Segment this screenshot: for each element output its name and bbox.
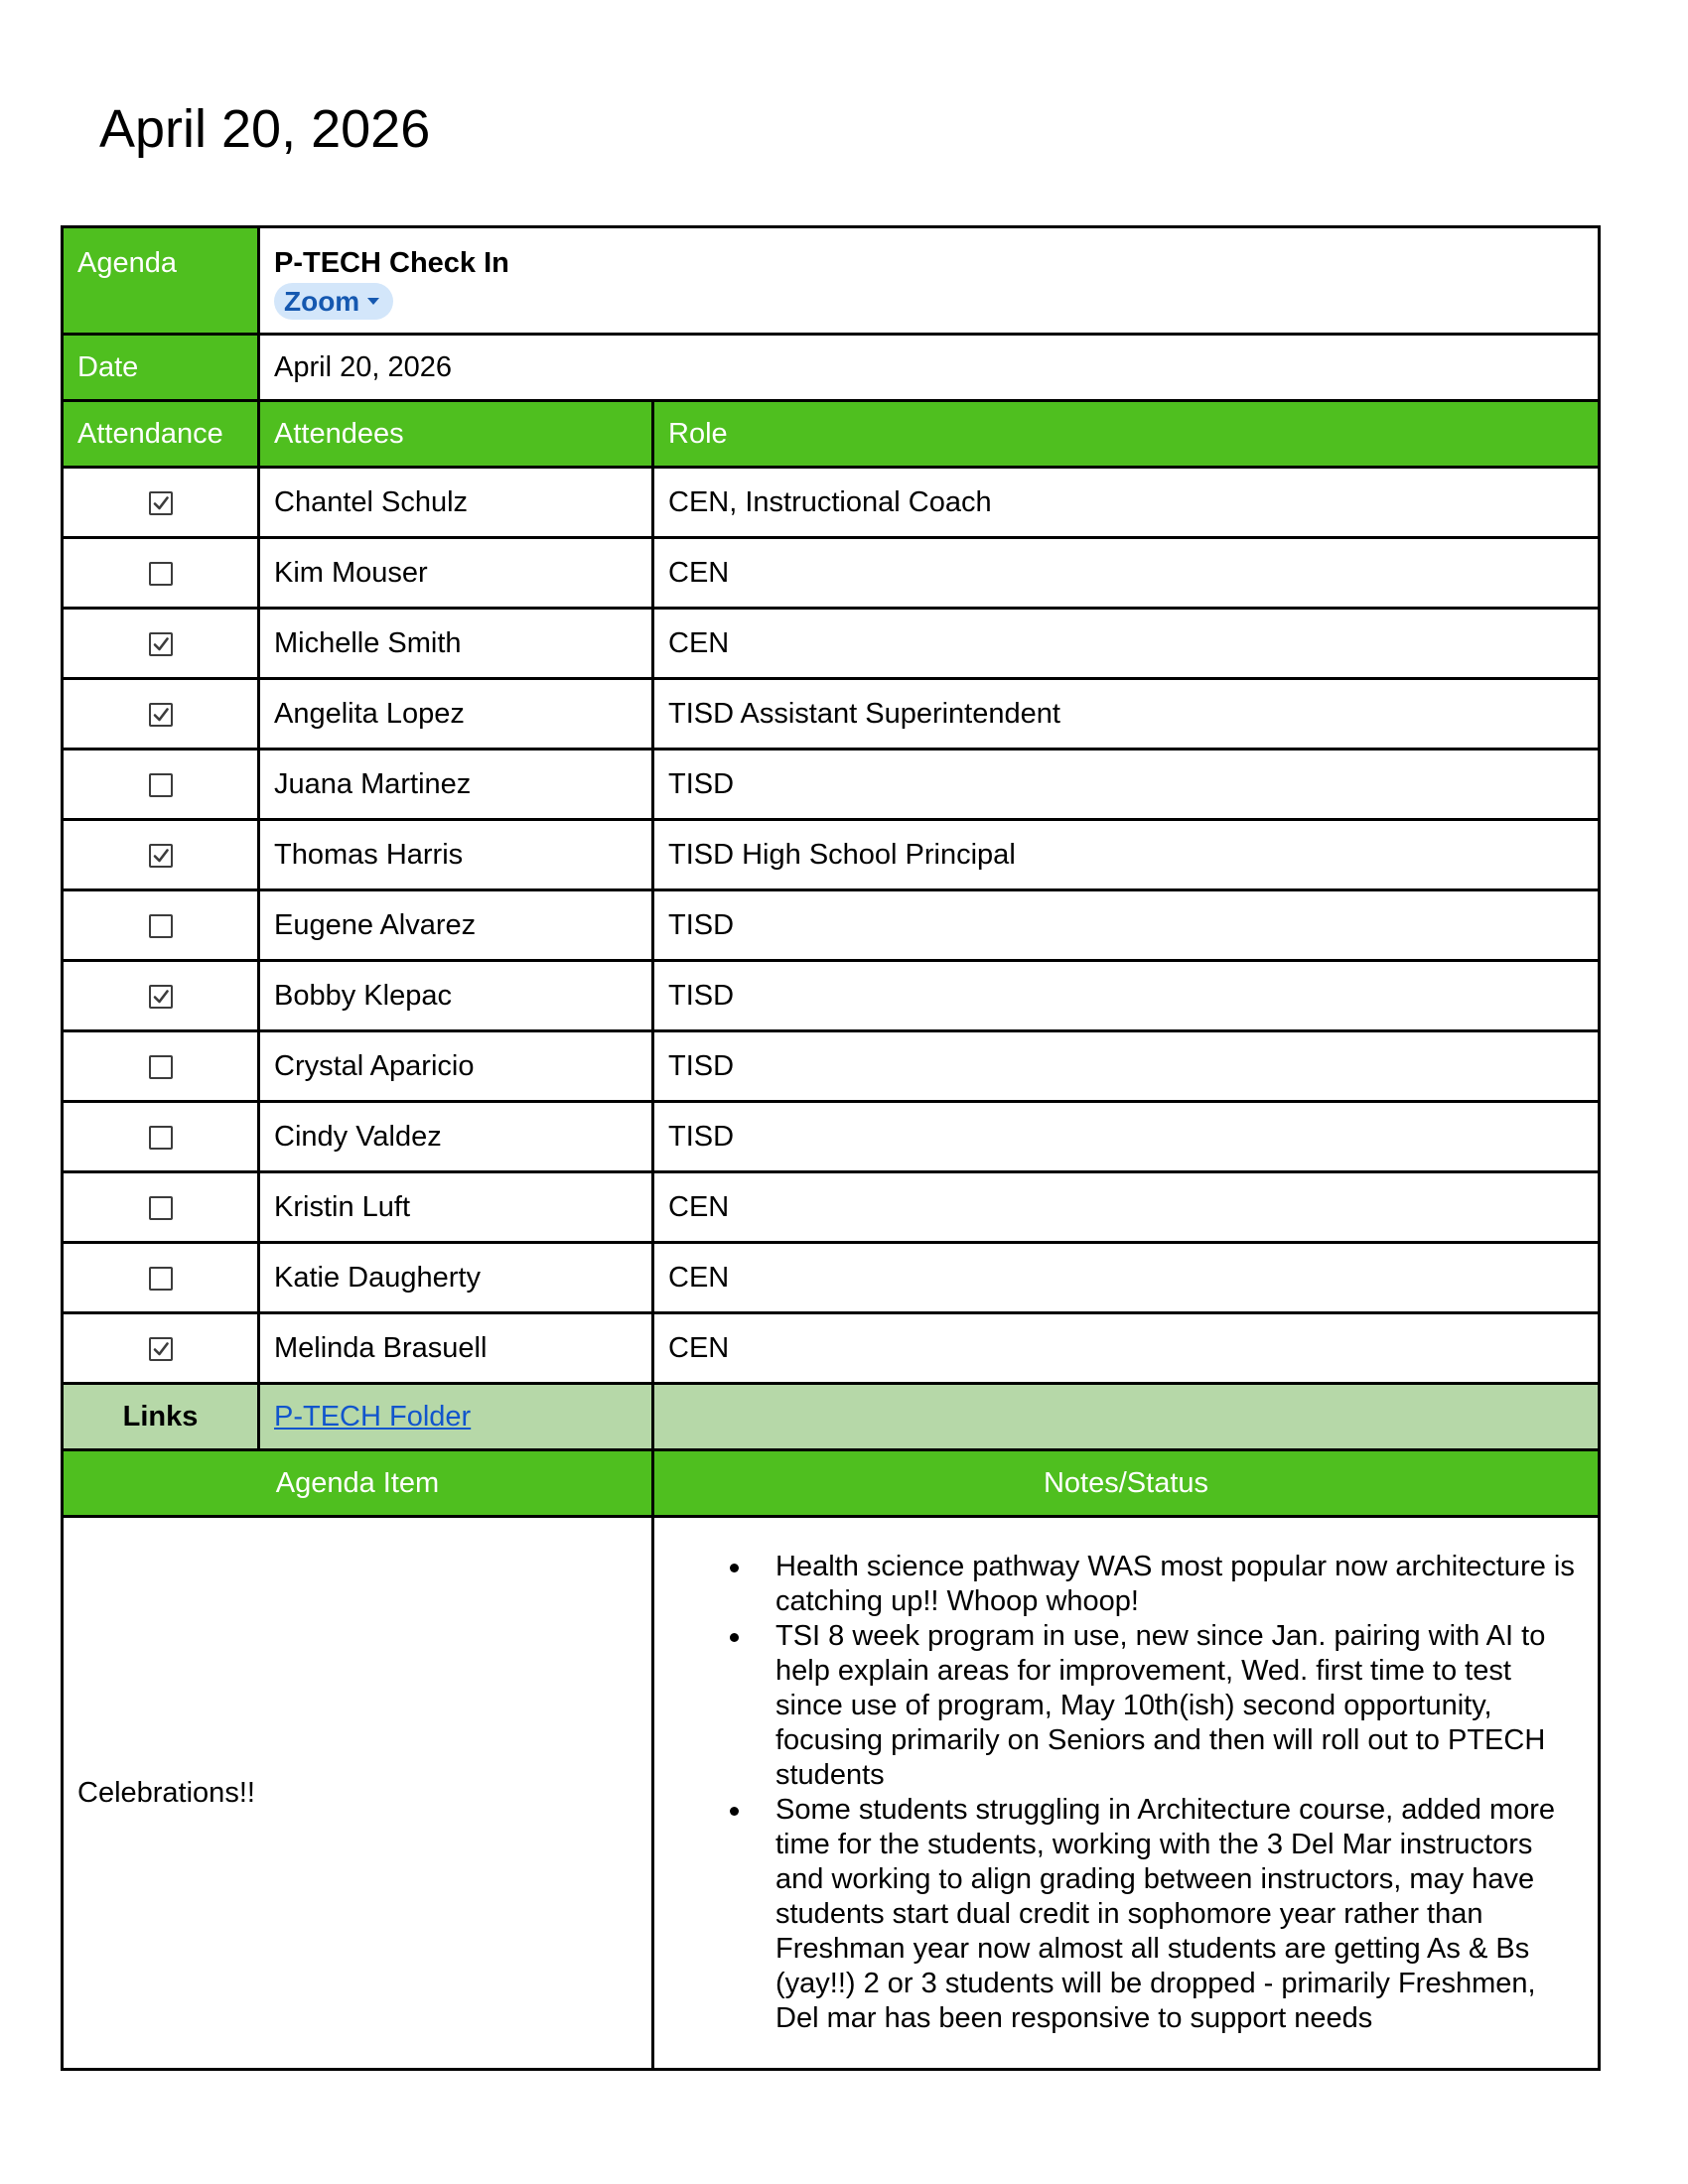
agenda-item-header: Agenda Item xyxy=(275,1466,440,1499)
note-item: Health science pathway WAS most popular now architecture is catching up!! Whoop whoop! xyxy=(775,1550,1584,1619)
checkbox-checked[interactable] xyxy=(149,703,173,727)
attendee-role-cell xyxy=(653,820,1600,890)
attendee-role: TISD xyxy=(668,1120,735,1153)
attendee-row xyxy=(63,1031,1600,1102)
checkbox-checked[interactable] xyxy=(149,985,173,1009)
links-value-cell xyxy=(259,1384,653,1450)
agenda-item-header-cell xyxy=(63,1450,653,1517)
attendance-cell xyxy=(63,1102,259,1172)
attendee-role-cell xyxy=(653,1102,1600,1172)
attendee-role: CEN xyxy=(668,556,730,589)
attendee-row xyxy=(63,820,1600,890)
attendee-name-cell xyxy=(259,679,653,750)
chevron-down-icon xyxy=(367,298,379,305)
checkbox-unchecked[interactable] xyxy=(149,562,173,586)
attendee-name: Thomas Harris xyxy=(274,838,464,871)
notes-list xyxy=(668,1550,1584,2036)
checkbox-unchecked[interactable] xyxy=(149,914,173,938)
attendee-name-cell xyxy=(259,609,653,679)
attendee-role: TISD xyxy=(668,908,735,941)
agenda-item-title: Celebrations!! xyxy=(77,1776,255,1809)
attendee-name: Kim Mouser xyxy=(274,556,428,589)
checkbox-unchecked[interactable] xyxy=(149,1196,173,1220)
links-empty-cell xyxy=(653,1384,1600,1450)
checkbox-checked[interactable] xyxy=(149,1337,173,1361)
attendees-header: Attendees xyxy=(274,417,404,450)
attendee-role-cell xyxy=(653,961,1600,1031)
attendee-role-cell xyxy=(653,468,1600,538)
date-value-cell xyxy=(259,335,1600,401)
checkbox-unchecked[interactable] xyxy=(149,773,173,797)
date-row xyxy=(63,335,1600,401)
role-header-cell xyxy=(653,401,1600,468)
attendee-name: Melinda Brasuell xyxy=(274,1331,488,1364)
attendee-row xyxy=(63,468,1600,538)
attendee-name: Katie Daugherty xyxy=(274,1261,481,1294)
attendee-role: CEN xyxy=(668,1261,730,1294)
attendance-cell xyxy=(63,1031,259,1102)
zoom-chip[interactable] xyxy=(274,283,393,320)
attendee-row xyxy=(63,750,1600,820)
attendee-role: CEN, Instructional Coach xyxy=(668,485,992,518)
items-header-row xyxy=(63,1450,1600,1517)
attendee-name: Cindy Valdez xyxy=(274,1120,442,1153)
attendee-name-cell xyxy=(259,961,653,1031)
attendee-role: TISD xyxy=(668,767,735,800)
attendee-name-cell xyxy=(259,1313,653,1384)
attendee-role-cell xyxy=(653,609,1600,679)
attendee-name-cell xyxy=(259,820,653,890)
attendee-role: CEN xyxy=(668,1331,730,1364)
attendee-row xyxy=(63,890,1600,961)
attendee-role: TISD xyxy=(668,979,735,1012)
checkbox-checked[interactable] xyxy=(149,844,173,868)
links-label: Links xyxy=(122,1400,199,1433)
attendee-name: Kristin Luft xyxy=(274,1190,410,1223)
notes-status-header: Notes/Status xyxy=(1043,1466,1209,1499)
checkbox-checked[interactable] xyxy=(149,632,173,656)
attendance-cell xyxy=(63,961,259,1031)
attendance-cell xyxy=(63,538,259,609)
attendee-role-cell xyxy=(653,1313,1600,1384)
attendance-cell xyxy=(63,750,259,820)
attendee-row xyxy=(63,679,1600,750)
attendance-cell xyxy=(63,1172,259,1243)
date-value: April 20, 2026 xyxy=(274,350,452,383)
checkbox-unchecked[interactable] xyxy=(149,1126,173,1150)
agenda-label: Agenda xyxy=(77,247,177,279)
attendee-name-cell xyxy=(259,890,653,961)
links-label-cell xyxy=(63,1384,259,1450)
note-item: Some students struggling in Architecture course, added more time for the students, working with the 3 Del Mar instructors and working to align grading between instructors, may have students start dual credit in sophomore year rather than Freshman year now almost all students are getting As & Bs (yay!!) 2 or 3 students will be dropped - primarily Freshmen, Del mar has been responsive to support needs xyxy=(775,1793,1584,2036)
attendance-header-cell xyxy=(63,401,259,468)
attendee-role: CEN xyxy=(668,626,730,659)
attendance-cell xyxy=(63,820,259,890)
attendee-row xyxy=(63,1313,1600,1384)
attendee-name: Juana Martinez xyxy=(274,767,472,800)
attendee-list xyxy=(63,468,1600,1384)
attendee-name-cell xyxy=(259,1243,653,1313)
agenda-row xyxy=(63,227,1600,335)
agenda-item-title-cell xyxy=(63,1517,653,2070)
attendee-role-cell xyxy=(653,1172,1600,1243)
attendee-name-cell xyxy=(259,1031,653,1102)
attendee-name-cell xyxy=(259,468,653,538)
attendee-role-cell xyxy=(653,1031,1600,1102)
agenda-item-notes-cell xyxy=(653,1517,1600,2070)
attendance-cell xyxy=(63,609,259,679)
attendance-cell xyxy=(63,1243,259,1313)
attendees-header-cell xyxy=(259,401,653,468)
attendance-header: Attendance xyxy=(77,417,223,450)
attendance-cell xyxy=(63,468,259,538)
links-row xyxy=(63,1384,1600,1450)
checkbox-unchecked[interactable] xyxy=(149,1055,173,1079)
attendee-role-cell xyxy=(653,890,1600,961)
attendee-name: Bobby Klepac xyxy=(274,979,452,1012)
attendee-name: Chantel Schulz xyxy=(274,485,469,518)
attendance-header-row xyxy=(63,401,1600,468)
notes-status-header-cell xyxy=(653,1450,1600,1517)
attendee-role-cell xyxy=(653,1243,1600,1313)
attendee-role: TISD Assistant Superintendent xyxy=(668,697,1060,730)
checkbox-unchecked[interactable] xyxy=(149,1267,173,1291)
attendee-name-cell xyxy=(259,538,653,609)
attendee-role: CEN xyxy=(668,1190,730,1223)
checkbox-checked[interactable] xyxy=(149,491,173,515)
agenda-title-cell xyxy=(259,227,1600,335)
date-label: Date xyxy=(77,350,139,383)
role-header: Role xyxy=(668,417,728,450)
date-label-cell xyxy=(63,335,259,401)
agenda-item-row xyxy=(63,1517,1600,2070)
attendee-role: TISD High School Principal xyxy=(668,838,1016,871)
attendee-row xyxy=(63,609,1600,679)
page-title: April 20, 2026 xyxy=(99,99,431,159)
attendee-name: Crystal Aparicio xyxy=(274,1049,475,1082)
attendee-row xyxy=(63,1243,1600,1313)
ptech-folder-link[interactable]: P-TECH Folder xyxy=(274,1400,472,1433)
attendee-role-cell xyxy=(653,750,1600,820)
agenda-title: P-TECH Check In xyxy=(274,247,509,279)
attendee-role-cell xyxy=(653,679,1600,750)
attendee-name: Angelita Lopez xyxy=(274,697,465,730)
attendee-name: Michelle Smith xyxy=(274,626,462,659)
attendance-cell xyxy=(63,679,259,750)
zoom-chip-label: Zoom xyxy=(284,286,360,317)
attendee-row xyxy=(63,961,1600,1031)
attendee-name-cell xyxy=(259,750,653,820)
note-item: TSI 8 week program in use, new since Jan. pairing with AI to help explain areas for improvement, Wed. first time to test since use of program, May 10th(ish) second opportunity, focusing primarily on Seniors and then will roll out to PTECH students xyxy=(775,1619,1584,1793)
attendee-row xyxy=(63,538,1600,609)
attendee-name-cell xyxy=(259,1172,653,1243)
agenda-label-cell xyxy=(63,227,259,335)
agenda-table xyxy=(61,225,1601,2071)
attendance-cell xyxy=(63,1313,259,1384)
attendee-row xyxy=(63,1172,1600,1243)
attendee-name-cell xyxy=(259,1102,653,1172)
attendee-name: Eugene Alvarez xyxy=(274,908,477,941)
attendance-cell xyxy=(63,890,259,961)
attendee-role-cell xyxy=(653,538,1600,609)
attendee-row xyxy=(63,1102,1600,1172)
attendee-role: TISD xyxy=(668,1049,735,1082)
